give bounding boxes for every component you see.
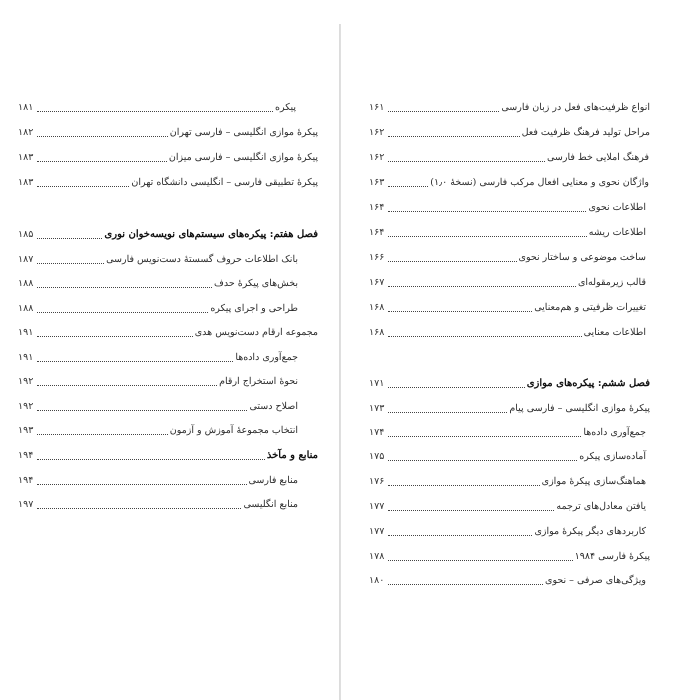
toc-page-number: ۱۷۱ (369, 378, 385, 389)
toc-leader-dots (388, 261, 516, 262)
left-page (0, 0, 339, 700)
toc-leader-dots (37, 336, 192, 337)
toc-entry (369, 272, 646, 290)
toc-entry (369, 546, 650, 564)
toc-entry (18, 494, 298, 512)
toc-title: اصلاح دستی (249, 401, 298, 412)
toc-title: پیکرهٔ موازی انگلیسی – فارسی تهران (169, 127, 318, 138)
toc-leader-dots (388, 535, 532, 536)
toc-entry (369, 147, 649, 165)
toc-title: مراحل تولید فرهنگ ظرفیت فعل (521, 127, 650, 138)
toc-leader-dots (37, 484, 246, 485)
toc-title: اطلاعات نحوی (588, 202, 646, 213)
toc-entry (18, 97, 296, 115)
toc-title: یافتن معادل‌های ترجمه (556, 501, 646, 512)
toc-entry (369, 247, 646, 265)
toc-leader-dots (37, 263, 104, 264)
toc-leader-dots (388, 460, 577, 461)
toc-page-number: ۱۹۴ (18, 475, 34, 486)
toc-entry (18, 147, 318, 165)
toc-entry (18, 371, 298, 389)
toc-title: جمع‌آوری داده‌ها (583, 427, 646, 438)
toc-leader-dots (37, 287, 212, 288)
toc-leader-dots (388, 485, 539, 486)
toc-entry (369, 471, 646, 489)
toc-page-number: ۱۷۳ (369, 403, 385, 414)
toc-entry (369, 446, 646, 464)
toc-leader-dots (37, 410, 247, 411)
toc-leader-dots (388, 336, 581, 337)
toc-page-number: ۱۶۲ (369, 127, 385, 138)
toc-leader-dots (37, 111, 273, 112)
toc-title: جمع‌آوری داده‌ها (235, 352, 298, 363)
toc-page-number: ۱۹۳ (18, 425, 34, 436)
toc-leader-dots (388, 387, 524, 388)
toc-title: تغییرات ظرفیتی و هم‌معنایی (534, 302, 646, 313)
toc-page-number: ۱۹۴ (18, 450, 34, 461)
toc-leader-dots (37, 459, 265, 460)
toc-page-number: ۱۹۱ (18, 327, 34, 338)
toc-leader-dots (388, 311, 532, 312)
toc-page-number: ۱۸۳ (18, 177, 34, 188)
toc-page-number: ۱۶۴ (369, 227, 385, 238)
toc-page-number: ۱۸۱ (18, 102, 34, 113)
toc-leader-dots (37, 238, 102, 239)
toc-page-number: ۱۷۶ (369, 476, 385, 487)
toc-page-number: ۱۶۲ (369, 152, 385, 163)
toc-entry (369, 496, 646, 514)
toc-leader-dots (388, 584, 543, 585)
toc-entry (18, 249, 298, 267)
toc-page-number: ۱۷۷ (369, 501, 385, 512)
toc-entry (18, 420, 298, 438)
toc-leader-dots (37, 161, 167, 162)
toc-title: فصل ششم: پیکره‌های موازی (526, 378, 650, 389)
toc-title: هماهنگ‌سازی پیکرهٔ موازی (541, 476, 646, 487)
toc-leader-dots (388, 236, 586, 237)
toc-page-number: ۱۶۱ (369, 102, 385, 113)
toc-title: پیکرهٔ موازی انگلیسی – فارسی میزان (168, 152, 318, 163)
toc-leader-dots (388, 286, 576, 287)
toc-chapter-heading (18, 224, 318, 242)
toc-page-number: ۱۸۳ (18, 152, 34, 163)
toc-title: اطلاعات معنایی (583, 327, 646, 338)
toc-leader-dots (388, 161, 545, 162)
toc-title: پیکرهٔ تطبیقی فارسی – انگلیسی دانشگاه تهران (131, 177, 318, 188)
toc-leader-dots (388, 186, 428, 187)
toc-entry (369, 122, 650, 140)
toc-entry (369, 322, 646, 340)
right-page (341, 0, 700, 700)
toc-leader-dots (37, 508, 241, 509)
toc-entry (18, 298, 298, 316)
toc-title: منابع انگلیسی (243, 499, 298, 510)
toc-entry (369, 398, 650, 416)
toc-page-number: ۱۶۸ (369, 302, 385, 313)
toc-page-number: ۱۹۱ (18, 352, 34, 363)
toc-chapter-heading (369, 373, 650, 391)
toc-title: اطلاعات ریشه (588, 227, 646, 238)
toc-page-number: ۱۷۴ (369, 427, 385, 438)
toc-page-number: ۱۷۵ (369, 451, 385, 462)
toc-entry (369, 570, 646, 588)
toc-page-number: ۱۸۷ (18, 254, 34, 265)
toc-entry (369, 222, 646, 240)
toc-title: ساخت موضوعی و ساختار نحوی (518, 252, 646, 263)
toc-leader-dots (37, 361, 233, 362)
toc-page-number: ۱۸۸ (18, 278, 34, 289)
toc-title: بخش‌های پیکرهٔ حدف (214, 278, 298, 289)
toc-page-number: ۱۷۷ (369, 526, 385, 537)
toc-title: پیکرهٔ موازی انگلیسی – فارسی پیام (509, 403, 650, 414)
toc-entry (18, 172, 318, 190)
toc-title: پیکرهٔ فارسی ۱۹۸۴ (574, 551, 650, 562)
toc-leader-dots (388, 412, 507, 413)
toc-page-number: ۱۹۲ (18, 401, 34, 412)
toc-page-number: ۱۶۴ (369, 202, 385, 213)
toc-entry (18, 322, 318, 340)
toc-page-number: ۱۹۷ (18, 499, 34, 510)
toc-entry (18, 347, 298, 365)
toc-title: ویژگی‌های صرفی – نحوی (545, 575, 646, 586)
toc-page-number: ۱۷۸ (369, 551, 385, 562)
toc-leader-dots (388, 560, 572, 561)
toc-title: انتخاب مجموعهٔ آموزش و آزمون (169, 425, 298, 436)
toc-entry (18, 122, 318, 140)
toc-entry (369, 172, 649, 190)
toc-leader-dots (37, 136, 167, 137)
toc-title: فرهنگ املایی خط فارسی (547, 152, 649, 163)
toc-title: منابع و مآخذ (266, 450, 318, 461)
toc-entry (18, 470, 298, 488)
toc-page-number: ۱۶۶ (369, 252, 385, 263)
toc-title: مجموعه ارقام دست‌نویس هدی (194, 327, 318, 338)
toc-title: کاربردهای دیگر پیکرهٔ موازی (534, 526, 646, 537)
toc-entry (369, 521, 646, 539)
toc-page-number: ۱۶۳ (369, 177, 385, 188)
toc-page-number: ۱۸۵ (18, 229, 34, 240)
toc-leader-dots (388, 510, 554, 511)
toc-title: قالب زیرمقوله‌ای (577, 277, 646, 288)
toc-title: آماده‌سازی پیکره (579, 451, 646, 462)
toc-entry (369, 97, 650, 115)
toc-entry (369, 197, 646, 215)
toc-leader-dots (388, 136, 519, 137)
toc-page-number: ۱۶۷ (369, 277, 385, 288)
toc-title: واژگان نحوی و معنایی افعال مرکب فارسی (نسخهٔ ۱٫۰) (430, 177, 649, 188)
toc-entry (369, 422, 646, 440)
toc-page-number: ۱۸۰ (369, 575, 385, 586)
toc-title: طراحی و اجرای پیکره (210, 303, 298, 314)
toc-leader-dots (388, 211, 586, 212)
toc-chapter-heading (18, 445, 318, 463)
toc-leader-dots (37, 186, 129, 187)
toc-leader-dots (37, 385, 217, 386)
toc-page-number: ۱۶۸ (369, 327, 385, 338)
toc-page-number: ۱۸۲ (18, 127, 34, 138)
toc-title: بانک اطلاعات حروف گسستهٔ دست‌نویس فارسی (106, 254, 298, 265)
toc-leader-dots (37, 434, 167, 435)
toc-leader-dots (37, 312, 208, 313)
toc-entry (18, 273, 298, 291)
toc-page-number: ۱۹۲ (18, 376, 34, 387)
toc-entry (18, 396, 298, 414)
toc-entry (369, 297, 646, 315)
toc-leader-dots (388, 111, 499, 112)
toc-page-number: ۱۸۸ (18, 303, 34, 314)
toc-title: منابع فارسی (248, 475, 298, 486)
toc-leader-dots (388, 436, 581, 437)
toc-title: نحوهٔ استخراج ارقام (219, 376, 298, 387)
toc-title: انواع ظرفیت‌های فعل در زبان فارسی (501, 102, 650, 113)
toc-title: فصل هفتم: پیکره‌های سیستم‌های نویسه‌خوان نوری (104, 229, 318, 240)
toc-title: پیکره (275, 102, 296, 113)
